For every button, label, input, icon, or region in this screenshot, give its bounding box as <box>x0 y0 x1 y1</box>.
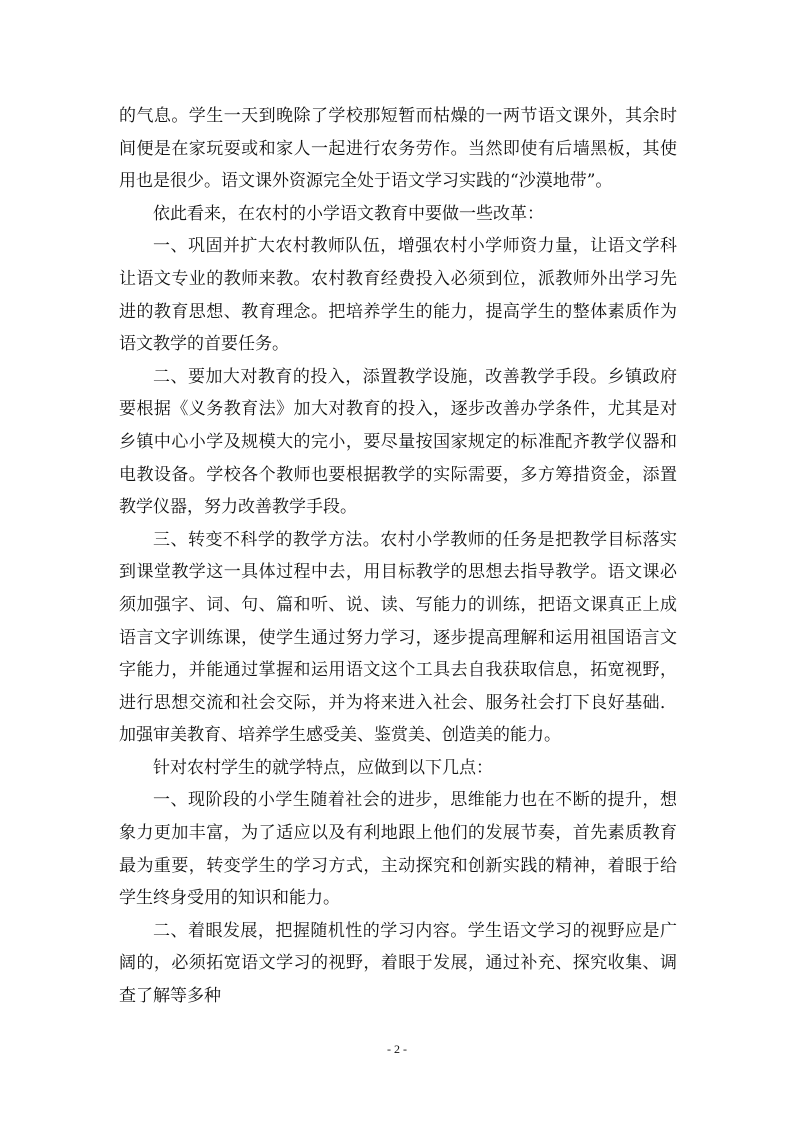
paragraph-continuation: 的气息。学生一天到晚除了学校那短暂而枯燥的一两节语文课外，其余时间便是在家玩耍或和家人一起进行农务劳作。当然即使有后墙黑板，其使用也是很少。语文课外资源完全处于语文学习实践的“沙漠地带”。 <box>119 106 677 192</box>
paragraph-point-1: 一、现阶段的小学生随着社会的进步，思维能力也在不断的提升，想象力更加丰富，为了适应以及有利地跟上他们的发展节奏，首先素质教育最为重要，转变学生的学习方式，主动探究和创新实践的精神，着眼于给学生终身受用的知识和能力。 <box>119 790 677 909</box>
page-number: - 2 - <box>387 1042 407 1056</box>
paragraph-reform-3: 三、转变不科学的教学方法。农村小学教师的任务是把教学目标落实到课堂教学这一具体过程中去，用目标教学的思想去指导教学。语文课必须加强字、词、句、篇和听、说、读、写能力的训练，把语文课真正上成语言文字训练课，使学生通过努力学习，逐步提高理解和运用祖国语言文字能力，并能通过掌握和运用语文这个工具去自我获取信息，拓宽视野，进行思想交流和社会交际，并为将来进入社会、服务社会打下良好基础．加强审美教育、培养学生感受美、鉴赏美、创造美的能力。 <box>119 529 677 746</box>
paragraph-intro-points: 针对农村学生的就学特点，应做到以下几点： <box>153 757 493 778</box>
body-text <box>119 100 677 1013</box>
paragraph-reform-2: 二、要加大对教育的投入，添置教学设施，改善教学手段。乡镇政府要根据《义务教育法》加大对教育的投入，逐步改善办学条件，尤其是对乡镇中心小学及规模大的完小，要尽量按国家规定的标准配齐教学仪器和电教设备。学校各个教师也要根据教学的实际需要，多方筹措资金，添置教学仪器，努力改善教学手段。 <box>119 366 677 518</box>
paragraph-reform-1: 一、巩固并扩大农村教师队伍，增强农村小学师资力量，让语文学科让语文专业的教师来教。农村教育经费投入必须到位，派教师外出学习先进的教育思想、教育理念。把培养学生的能力，提高学生的整体素质作为语文教学的首要任务。 <box>119 236 677 355</box>
paragraph-intro-reforms: 依此看来，在农村的小学语文教育中要做一些改革： <box>153 203 544 224</box>
paragraph-point-2: 二、着眼发展，把握随机性的学习内容。学生语文学习的视野应是广阔的，必须拓宽语文学习的视野，着眼于发展，通过补充、探究收集、调查了解等多种 <box>119 920 677 1007</box>
